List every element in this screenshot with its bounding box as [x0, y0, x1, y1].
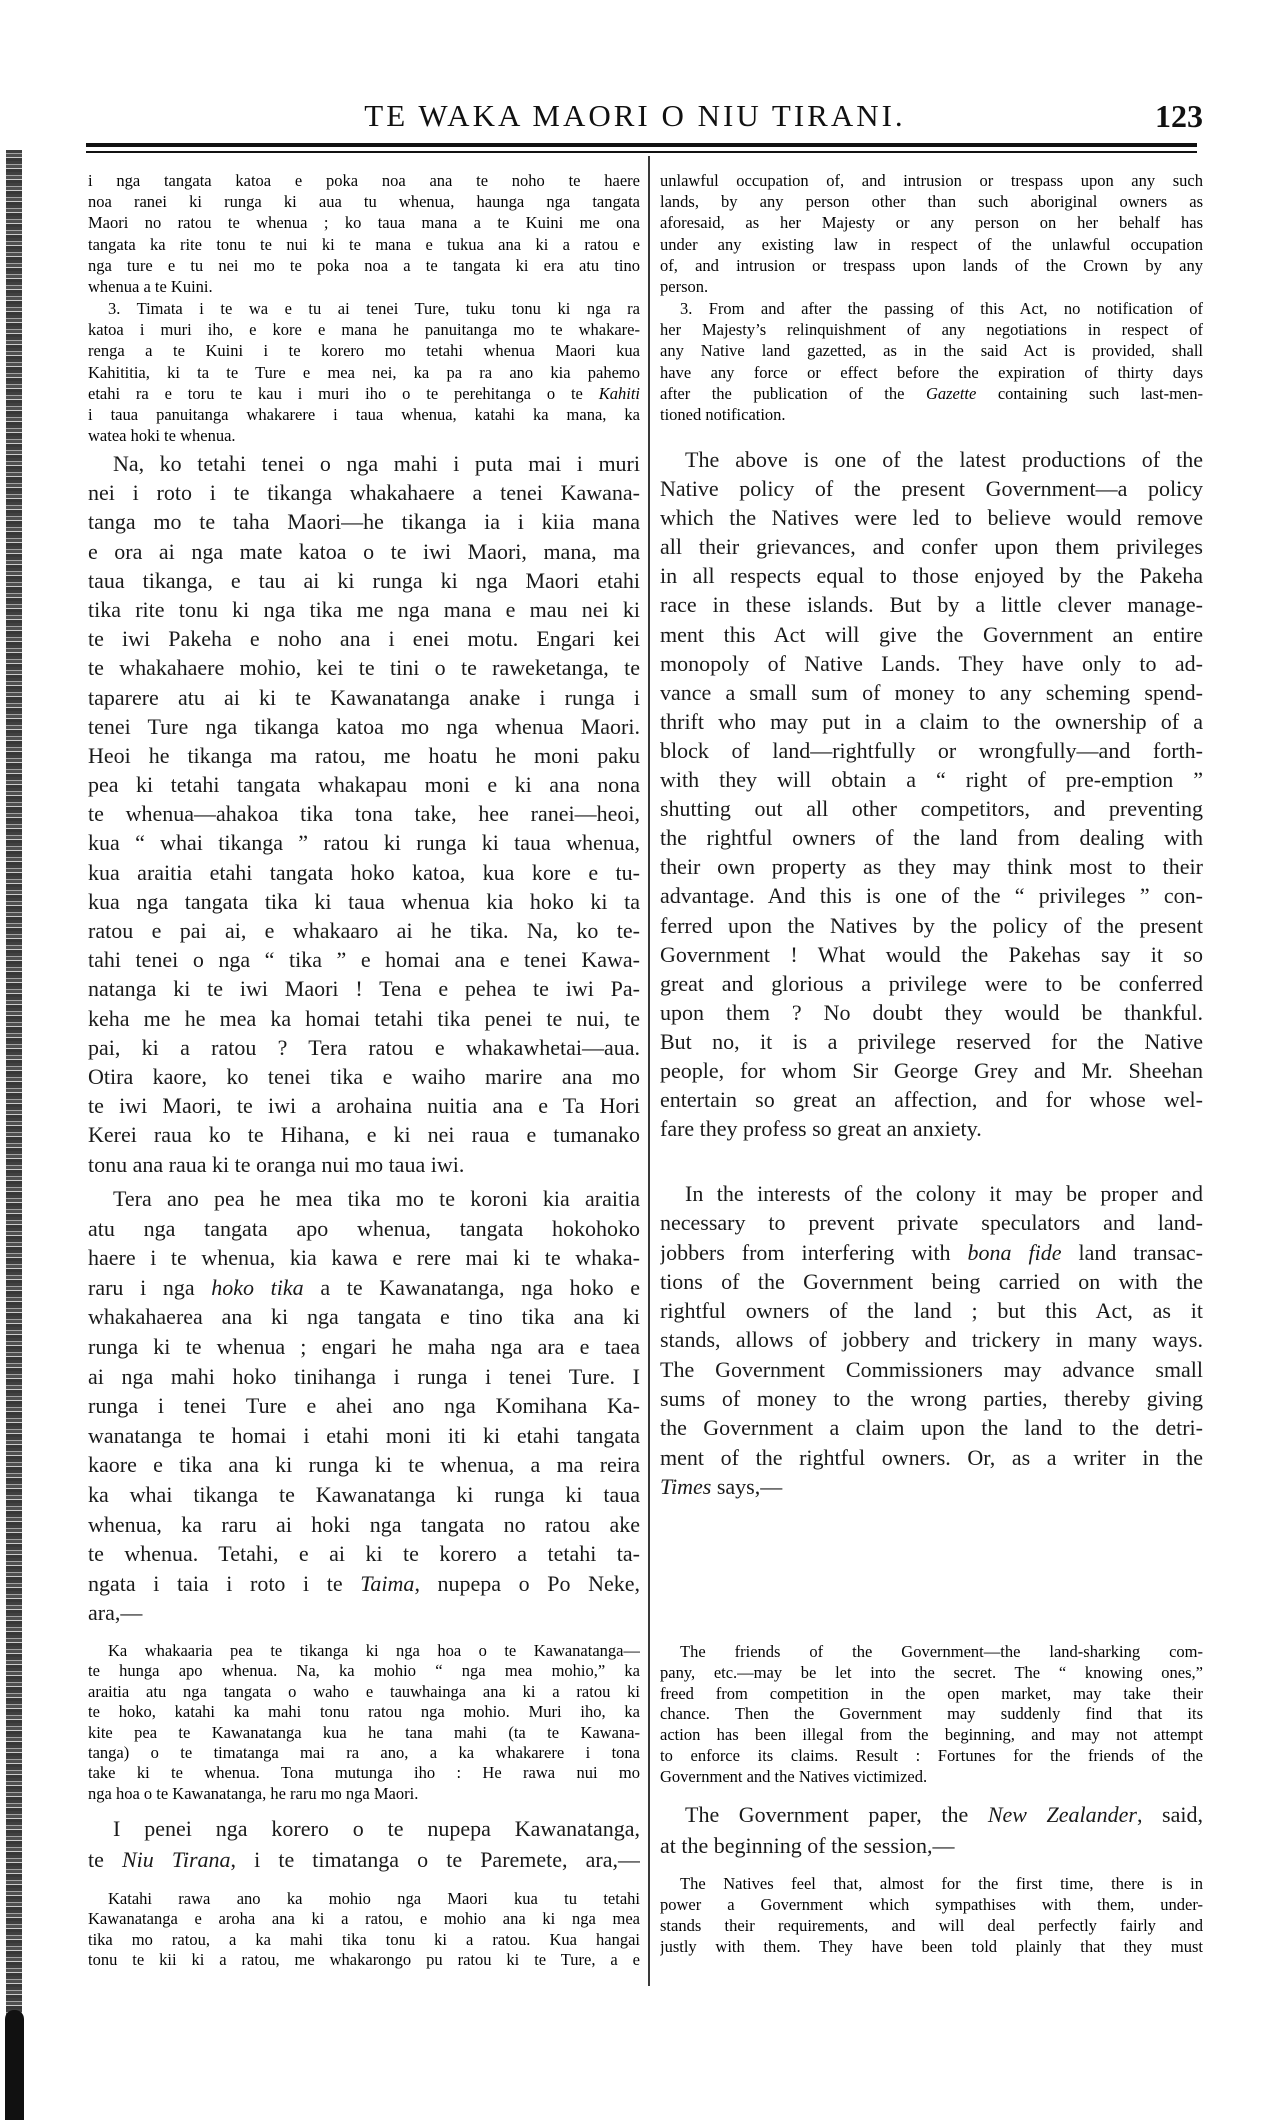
text-line: ara,—	[88, 1600, 143, 1626]
text-segment: says,—	[711, 1473, 783, 1499]
left-quotation	[88, 1641, 640, 1804]
italic-title: Taima	[360, 1570, 415, 1596]
text-line	[660, 383, 1203, 404]
text-line: tonu te kii ki a ratou, me whakarongo pu ratou ki te Ture, a e	[88, 1949, 640, 1969]
text-line: araitia atu nga tangata o waho e tauwhainga ana ki a ratou ki	[88, 1681, 640, 1701]
left-paragraph-4	[88, 1184, 640, 1628]
text-line: i nga tangata katoa e poka noa ana te noho te haere	[88, 171, 640, 190]
text-line: The Government Commissioners may advance small	[660, 1356, 1203, 1382]
italic-title: New Zealander	[987, 1802, 1137, 1827]
header-rule-thin	[86, 151, 1197, 153]
text-line: wanatanga te homai i etahi moni iti ki etahi tangata	[88, 1422, 640, 1448]
italic-title: Kahiti	[598, 383, 640, 403]
text-line: kua nga tangata tika ki taua whenua kia hoko ki ta	[88, 888, 640, 914]
text-line: Kahititia, ki ta te Ture e mea nei, ka pa ra ano kia pahemo	[88, 362, 640, 382]
text-line: justly with them. They have been told plainly that they must	[660, 1937, 1203, 1956]
text-line	[88, 1273, 640, 1303]
text-line: the rightful owners of the land from dealing with	[660, 825, 1203, 851]
text-line: upon them ? No doubt they would be thankful.	[660, 999, 1203, 1025]
text-segment: after the publication of the	[660, 383, 926, 403]
text-line: Kerei raua ko te Hihana, e ki nei raua e tumanako	[88, 1122, 640, 1148]
text-line: Ka whakaaria pea te tikanga ki nga hoa o te Kawanatanga—	[108, 1641, 640, 1660]
text-line: But no, it is a privilege reserved for the Native	[660, 1028, 1203, 1054]
left-paragraph-1	[88, 170, 640, 297]
text-line: tenei Ture nga tikanga katoa mo nga whenua Maori.	[88, 713, 640, 739]
text-line: The friends of the Government—the land-sharking com-	[680, 1642, 1203, 1661]
text-line: 3. From and after the passing of this Act, no notification of	[680, 299, 1203, 318]
text-line: te iwi Maori, te iwi a arohaina nuitia ana e Ta Hori	[88, 1093, 640, 1119]
text-line: haere i te whenua, kia kawa e rere mai ki te whaka-	[88, 1245, 640, 1271]
right-paragraph-7	[660, 1873, 1203, 1957]
text-segment: containing such last-men-	[976, 383, 1203, 403]
right-paragraph-2	[660, 298, 1203, 425]
italic-title: Times	[660, 1473, 712, 1499]
text-line: ai nga mahi hoko tinihanga i runga i tenei Ture. I	[88, 1363, 640, 1389]
text-line: pany, etc.—may be let into the secret. The “ knowing ones,”	[660, 1662, 1203, 1682]
text-line: rightful owners of the land ; but this Act, as it	[660, 1298, 1203, 1324]
text-line: te hunga apo whenua. Na, ka mohio “ nga mea mohio,” ka	[88, 1661, 640, 1681]
italic-phrase: bona fide	[967, 1239, 1062, 1265]
text-line: people, for whom Sir George Grey and Mr. Sheehan	[660, 1057, 1203, 1083]
text-line: ka whai tikanga te Kawanatanga ki runga ki taua	[88, 1481, 640, 1507]
text-line: tangata ka rite tonu te nui ki te mana e tukua ana ki a ratou e	[88, 234, 640, 254]
text-line: freed from competition in the open market, may take their	[660, 1683, 1203, 1703]
text-line: lands, by any person other than such aboriginal owners as	[660, 192, 1203, 212]
text-line: all their grievances, and confer upon them privileges	[660, 534, 1203, 560]
text-line: te whenua. Tetahi, e ai ki te korero a tetahi ta-	[88, 1541, 640, 1567]
text-line: renga a te Kuini i te korero mo tetahi whenua Maori kua	[88, 341, 640, 361]
text-line	[660, 1472, 1203, 1501]
text-line: tioned notification.	[660, 404, 786, 424]
text-line: necessary to prevent private speculators and land-	[660, 1210, 1203, 1236]
text-line: have any force or effect before the expiration of thirty days	[660, 362, 1203, 382]
text-segment: , i te timatanga o te Paremete, ara,—	[230, 1847, 640, 1872]
text-line: te whakahaere mohio, kei te tini o te raweketanga, te	[88, 655, 640, 681]
text-line: tonu ana raua ki te oranga nui mo taua iwi.	[88, 1151, 465, 1177]
text-line: the Government a claim upon the land to the detri-	[660, 1415, 1203, 1441]
text-line: te whenua—ahakoa tika tona take, hee ranei—heoi,	[88, 801, 640, 827]
text-line: their own property as they may think most to their	[660, 854, 1203, 880]
text-line: tanga) o te timatanga mai ra ano, a ka whakarere i tona	[88, 1742, 640, 1762]
text-segment: , said,	[1136, 1802, 1203, 1827]
text-line: tahi tenei o nga “ tika ” e homai ana e tenei Kawa-	[88, 947, 640, 973]
text-line: her Majesty’s relinquishment of any negotiations in respect of	[660, 320, 1203, 340]
italic-title: Niu Tirana	[121, 1847, 231, 1872]
text-line: take ki te whenua. Tona mutunga iho : He rawa nui mo	[88, 1763, 640, 1783]
text-line: great and glorious a privilege were to be conferred	[660, 970, 1203, 996]
text-line: runga i tenei Ture e ahei ano nga Komihana Ka-	[88, 1393, 640, 1419]
text-line: noa ranei ki runga ki aua tu whenua, haunga nga tangata	[88, 192, 640, 212]
text-segment: land transac-	[1061, 1239, 1203, 1265]
text-line: te iwi Pakeha e noho ana i enei motu. Engari kei	[88, 626, 640, 652]
text-line: e ora ai nga mate katoa o te iwi Maori, mana, ma	[88, 538, 640, 564]
italic-phrase: hoko tika	[211, 1274, 304, 1300]
text-line: nga hoa o te Kawanatanga, he raru mo nga Maori.	[88, 1783, 419, 1803]
left-paragraph-7	[88, 1889, 640, 1970]
text-line: Kawanatanga e aroha ana ki a ratou, e mohio ana ki nga mea	[88, 1909, 640, 1929]
text-line: whenua, ka raru ai hoki nga tangata no ratou ake	[88, 1511, 640, 1537]
text-line: watea hoki te whenua.	[88, 426, 236, 446]
text-line: The above is one of the latest productions of the	[685, 447, 1203, 472]
text-line: tika rite tonu ki nga tika me nga mana e mau nei ki	[88, 596, 640, 622]
text-line: natanga ki te iwi Maori ! Tena e pehea te iwi Pa-	[88, 976, 640, 1002]
text-line	[88, 1844, 640, 1875]
text-line: katoa i muri iho, e kore e mana he panuitanga mo te whakare-	[88, 320, 640, 340]
text-line: vance a small sum of money to any scheming spend-	[660, 679, 1203, 705]
text-line: Na, ko tetahi tenei o nga mahi i puta mai i muri	[113, 451, 640, 476]
text-segment: raru i nga	[88, 1274, 212, 1300]
text-line: taparere atu ai ki te Kawanatanga anake i runga i	[88, 684, 640, 710]
text-segment: a te Kawanatanga, nga hoko e	[303, 1274, 640, 1300]
text-line: unlawful occupation of, and intrusion or trespass upon any such	[660, 171, 1203, 190]
text-line: any Native land gazetted, as in the said Act is provided, shall	[660, 341, 1203, 361]
text-line: thrift who may put in a claim to the ownership of a	[660, 708, 1203, 734]
right-quotation	[660, 1642, 1203, 1788]
text-line: block of land—rightfully or wrongfully—and forth-	[660, 737, 1203, 763]
text-line: to enforce its claims. Result : Fortunes for the friends of the	[660, 1745, 1203, 1765]
text-line: kua araitia etahi tangata hoko katoa, kua kore e tu-	[88, 859, 640, 885]
text-line: runga ki te whenua ; engari he maha nga ara e taea	[88, 1333, 640, 1359]
scan-binding-edge	[6, 150, 22, 2120]
text-line: fare they profess so great an anxiety.	[660, 1116, 982, 1142]
text-line: Katahi rawa ano ka mohio nga Maori kua tu tetahi	[108, 1889, 640, 1908]
left-paragraph-3	[88, 449, 640, 1179]
text-line: in all respects equal to those enjoyed by the Pakeha	[660, 563, 1203, 589]
text-line: kaore e tika ana ki runga ki te whenua, a ma reira	[88, 1452, 640, 1478]
text-line: person.	[660, 276, 709, 296]
text-line: Otira kaore, ko tenei tika e waiho marire ana mo	[88, 1063, 640, 1089]
text-line: tions of the Government being carried on with the	[660, 1268, 1203, 1294]
text-line: monopoly of Native Lands. They have only to ad-	[660, 650, 1203, 676]
text-line: ment of the rightful owners. Or, as a writer in the	[660, 1444, 1203, 1470]
text-line: aforesaid, as her Majesty or any person on her behalf has	[660, 213, 1203, 233]
text-line: Tera ano pea he mea tika mo te koroni kia araitia	[113, 1186, 640, 1211]
text-line: at the beginning of the session,—	[660, 1833, 955, 1858]
text-line: tanga mo te taha Maori—he tikanga ia i kiia mana	[88, 509, 640, 535]
text-line: ratou e pai ai, e whakaaro ai he tika. Na, ko te-	[88, 918, 640, 943]
text-line: power a Government which sympathises with them, under-	[660, 1895, 1203, 1914]
text-line	[660, 1238, 1203, 1267]
text-segment: The Government paper, the	[685, 1802, 988, 1827]
text-line: stands their requirements, and will deal perfectly fairly and	[660, 1916, 1203, 1935]
text-line: stands, allows of jobbery and trickery in many ways.	[660, 1327, 1203, 1353]
text-line: I penei nga korero o te nupepa Kawanatanga,	[113, 1816, 640, 1841]
text-line: 3. Timata i te wa e tu ai tenei Ture, tuku tonu ki nga ra	[108, 299, 640, 318]
text-segment: jobbers from interfering with	[660, 1239, 968, 1265]
text-line: tika mo ratou, a ka mahi tika tonu ki a ratou. Kua hangai	[88, 1929, 640, 1949]
text-line: whakahaerea ana ki nga tangata e tino tika ana ki	[88, 1304, 640, 1330]
text-line: atu nga tangata apo whenua, tangata hokohoko	[88, 1215, 640, 1241]
text-line: Maori no ratou te whenua ; ko taua mana a te Kuini me ona	[88, 213, 640, 233]
text-line: Heoi he tikanga ma ratou, me hoatu he moni paku	[88, 742, 640, 768]
right-paragraph-3	[660, 445, 1203, 1143]
text-segment: etahi ra e toru te kau i muri iho o te perehitanga o te	[88, 383, 599, 403]
text-line: Government and the Natives victimized.	[660, 1766, 928, 1786]
text-line: chance. Then the Government may suddenly find that its	[660, 1704, 1203, 1724]
text-line	[88, 1569, 640, 1599]
text-line	[88, 383, 640, 404]
left-paragraph-6	[88, 1813, 640, 1875]
text-line	[660, 1799, 1203, 1830]
text-line: Native policy of the present Government—a policy	[660, 476, 1203, 502]
text-line: te hoko, katahi ka mahi tonu ratou nga mohio. Muri iho, ka	[88, 1702, 640, 1722]
page-number: 123	[1155, 98, 1203, 134]
text-line: pea ki tetahi tangata whakapau moni e ki ana nona	[88, 772, 640, 798]
scan-binding-shadow	[5, 2010, 24, 2120]
text-line: which the Natives were led to believe would remove	[660, 505, 1203, 531]
text-line: i taua panuitanga whakarere i taua whenua, katahi ka mana, ka	[88, 404, 640, 424]
text-line: taua tikanga, e tau ai ki runga ki nga Maori etahi	[88, 567, 640, 593]
text-line: race in these islands. But by a little clever manage-	[660, 592, 1203, 618]
masthead-title: TE WAKA MAORI O NIU TIRANI.	[364, 98, 906, 133]
text-line: ferred upon the Natives by the policy of the present	[660, 912, 1203, 938]
text-line: shutting out all other competitors, and preventing	[660, 796, 1203, 822]
text-line: ment this Act will give the Government an entire	[660, 621, 1203, 647]
right-paragraph-4	[660, 1179, 1203, 1501]
text-segment: te	[88, 1847, 122, 1872]
text-line: under any existing law in respect of the unlawful occupation	[660, 234, 1203, 254]
right-paragraph-6	[660, 1799, 1203, 1861]
text-line: action has been illegal from the beginning, and may not attempt	[660, 1725, 1203, 1745]
text-segment: ngata i taia i roto i te	[88, 1570, 361, 1596]
left-paragraph-2	[88, 298, 640, 446]
text-line: of, and intrusion or trespass upon lands of the Crown by any	[660, 255, 1203, 275]
text-line: kua “ whai tikanga ” ratou ki runga ki taua whenua,	[88, 830, 640, 856]
right-paragraph-1	[660, 170, 1203, 297]
italic-title: Gazette	[925, 383, 977, 403]
text-line: with they will obtain a “ right of pre-emption ”	[660, 767, 1203, 793]
text-line: Government ! What would the Pakehas say it so	[660, 941, 1203, 967]
column-divider	[648, 156, 650, 1986]
text-line: kite pea te Kawanatanga kua he tana mahi (ta te Kawana-	[88, 1722, 640, 1742]
header-rule-thick	[86, 143, 1197, 147]
text-line: sums of money to the wrong parties, thereby giving	[660, 1386, 1203, 1412]
text-line: pai, ki a ratou ? Tera ratou e whakawhetai—aua.	[88, 1034, 640, 1060]
text-line: The Natives feel that, almost for the first time, there is in	[680, 1874, 1203, 1893]
text-line: In the interests of the colony it may be proper and	[685, 1181, 1203, 1206]
text-line: entertain so great an affection, and for whose wel-	[660, 1087, 1203, 1113]
text-line: whenua a te Kuini.	[88, 276, 213, 296]
text-line: nei i roto i te tikanga whakahaere a tenei Kawana-	[88, 480, 640, 506]
text-segment: , nupepa o Po Neke,	[414, 1570, 640, 1596]
text-line: nga ture e tu nei mo te poka noa a te tangata ki era atu tino	[88, 255, 640, 275]
text-line: keha me he mea ka homai tetahi tika penei te nui, te	[88, 1005, 640, 1031]
text-line: advantage. And this is one of the “ privileges ” con-	[660, 883, 1203, 909]
